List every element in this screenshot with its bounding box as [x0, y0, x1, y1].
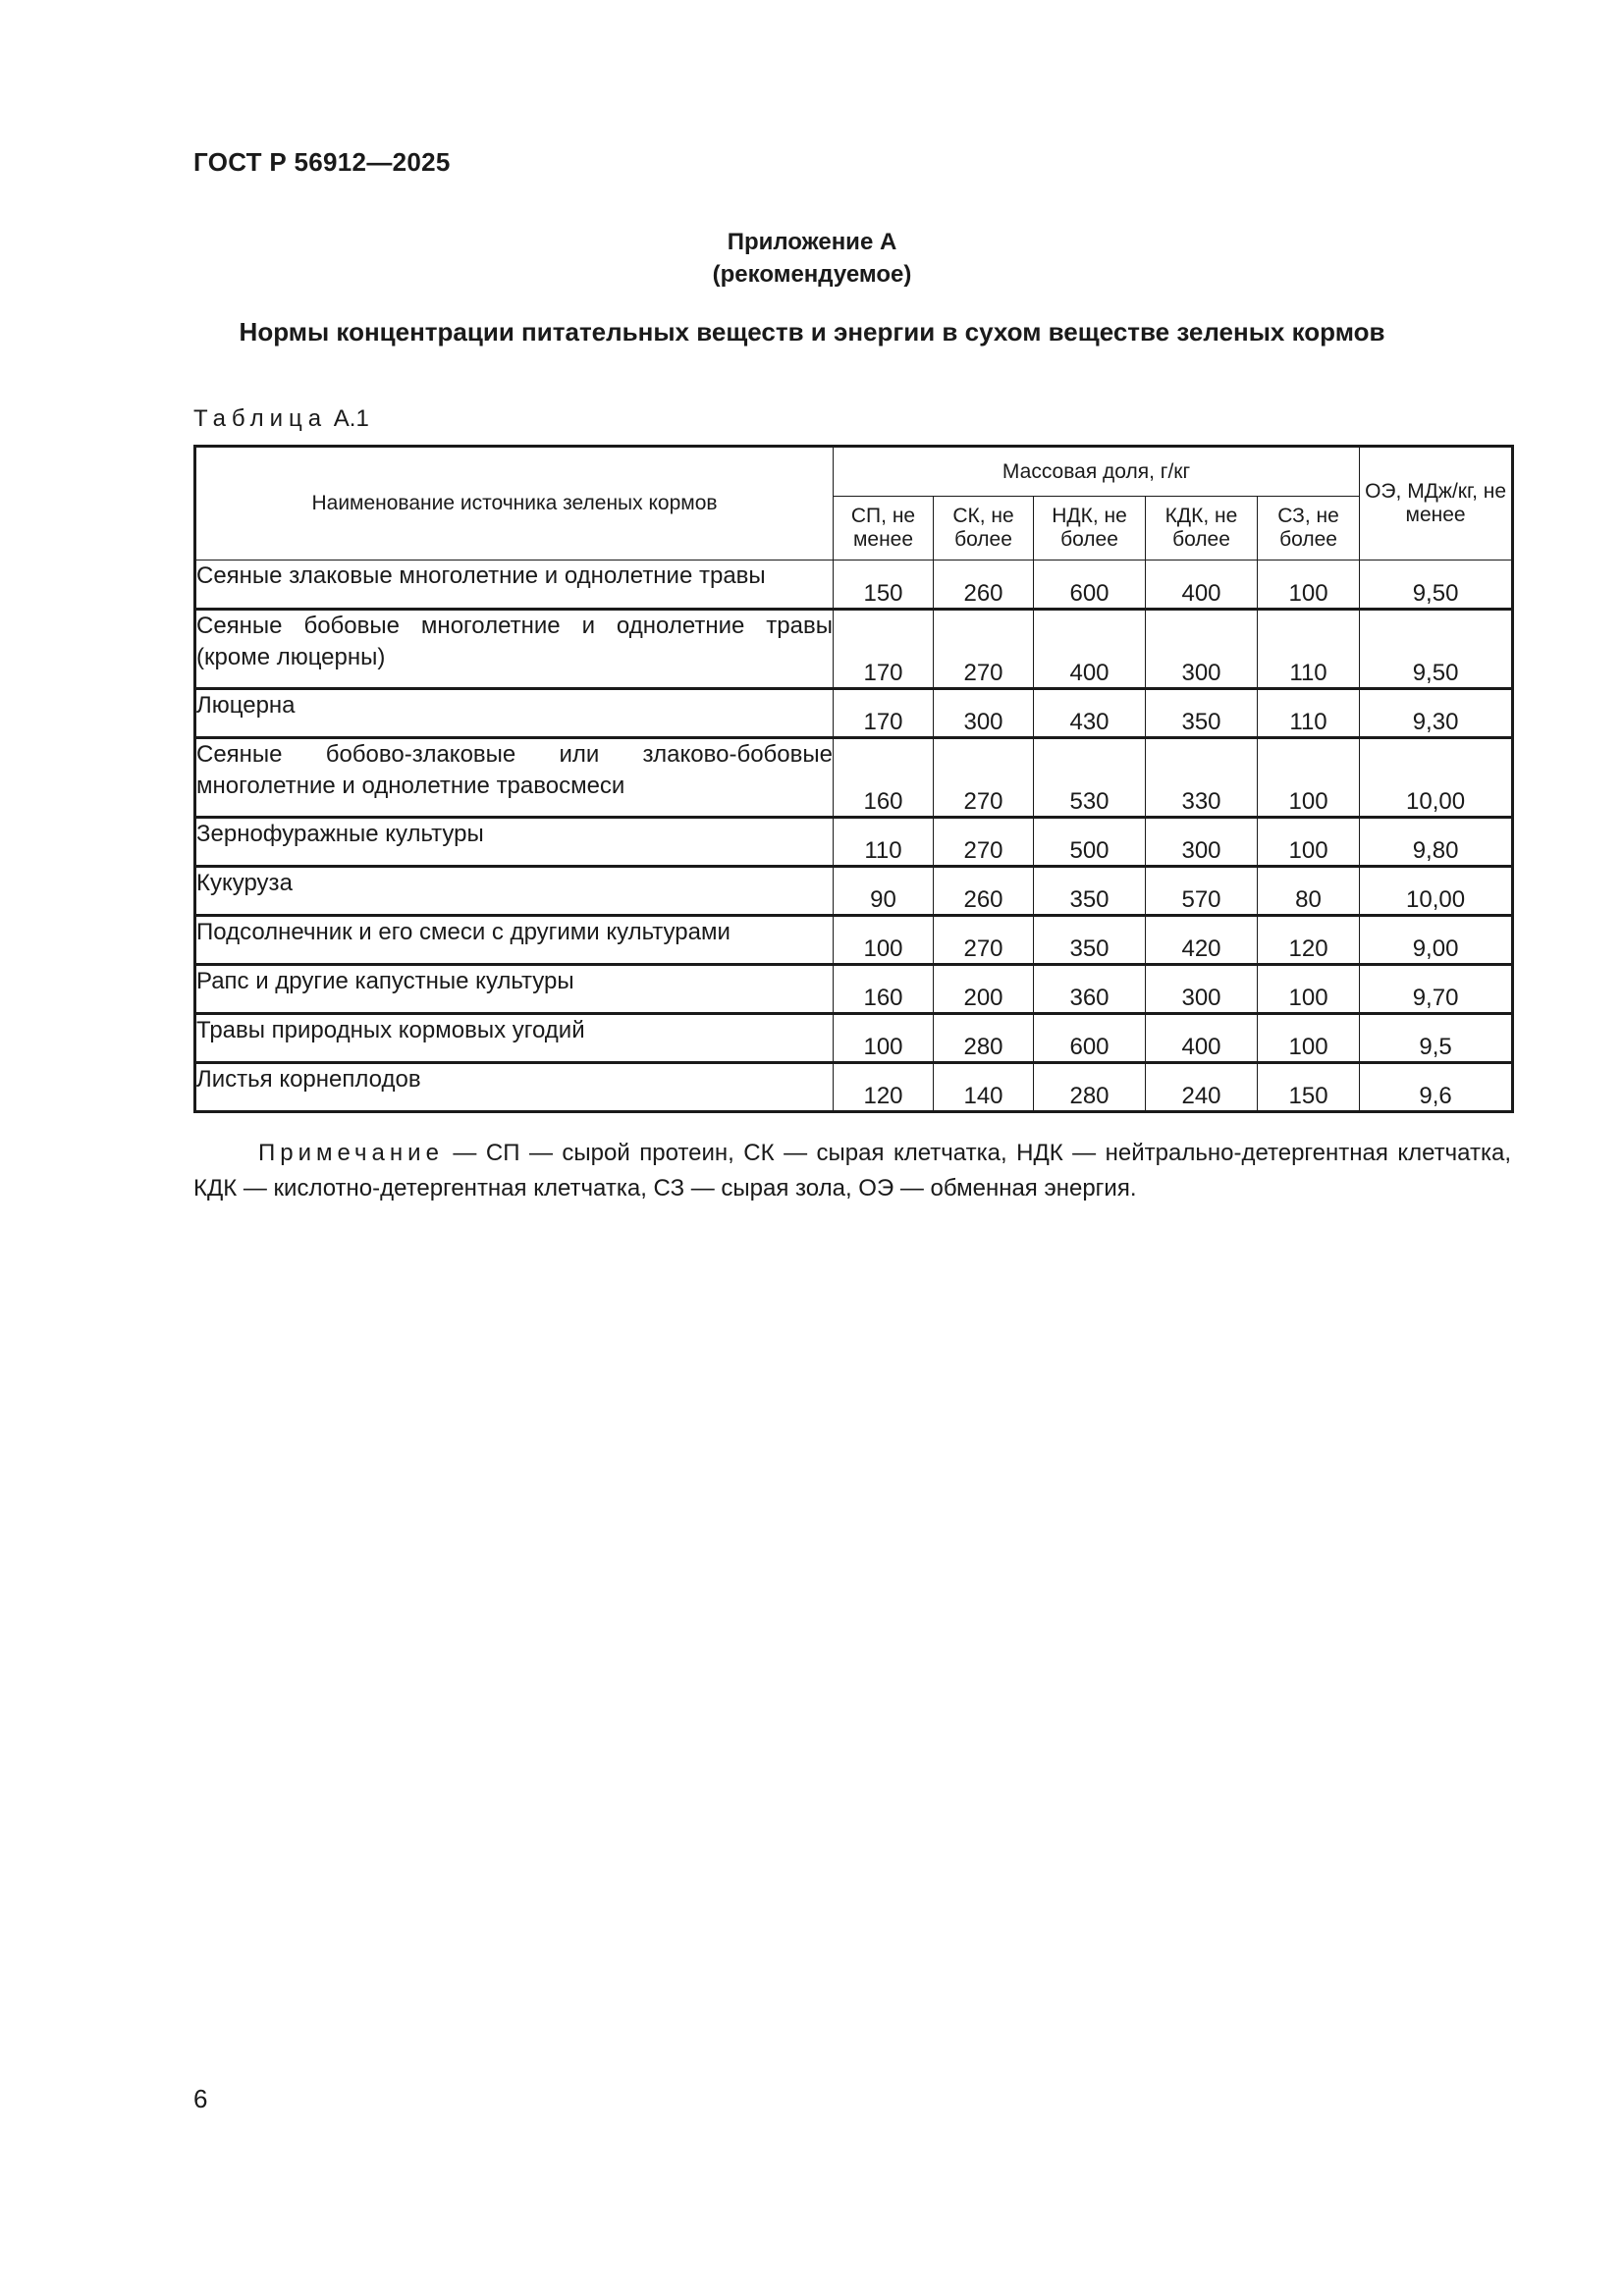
appendix-title: Приложение А [727, 229, 897, 255]
cell-ndk: 530 [1034, 738, 1146, 818]
cell-kdk: 420 [1146, 916, 1258, 965]
cell-oe: 9,50 [1360, 610, 1513, 689]
cell-kdk: 240 [1146, 1063, 1258, 1112]
table-row [195, 965, 1513, 1014]
cell-kdk: 350 [1146, 689, 1258, 738]
row-source-name: Рапс и другие капустные культуры [195, 965, 834, 1014]
cell-sz: 110 [1258, 610, 1360, 689]
cell-ndk: 430 [1034, 689, 1146, 738]
cell-ndk: 500 [1034, 818, 1146, 867]
cell-sp: 160 [834, 965, 934, 1014]
header-sp: СП, не менее [834, 497, 934, 561]
header-mass-fraction: Массовая доля, г/кг [834, 447, 1360, 497]
cell-ndk: 600 [1034, 1014, 1146, 1063]
table-row [195, 738, 1513, 818]
cell-sz: 110 [1258, 689, 1360, 738]
page-number: 6 [193, 2084, 208, 2113]
table-note [193, 1136, 1511, 1206]
header-sz: СЗ, не более [1258, 497, 1360, 561]
row-source-name: Листья корнеплодов [195, 1063, 834, 1112]
header-sk: СК, не более [934, 497, 1034, 561]
row-source-name: Кукуруза [195, 867, 834, 916]
header-oe: ОЭ, МДж/кг, не менее [1360, 447, 1513, 561]
table-row [195, 916, 1513, 965]
cell-oe: 9,50 [1360, 561, 1513, 610]
cell-oe: 10,00 [1360, 867, 1513, 916]
cell-sz: 100 [1258, 738, 1360, 818]
cell-sk: 300 [934, 689, 1034, 738]
cell-kdk: 400 [1146, 561, 1258, 610]
cell-sz: 100 [1258, 561, 1360, 610]
cell-oe: 10,00 [1360, 738, 1513, 818]
cell-oe: 9,6 [1360, 1063, 1513, 1112]
cell-oe: 9,00 [1360, 916, 1513, 965]
cell-oe: 9,5 [1360, 1014, 1513, 1063]
cell-ndk: 400 [1034, 610, 1146, 689]
row-source-name: Подсолнечник и его смеси с другими культурами [195, 916, 834, 965]
cell-sk: 270 [934, 818, 1034, 867]
row-source-name: Сеяные злаковые многолетние и однолетние травы [195, 561, 834, 610]
table-row [195, 610, 1513, 689]
table-row [195, 818, 1513, 867]
cell-sk: 270 [934, 610, 1034, 689]
row-source-name: Зернофуражные культуры [195, 818, 834, 867]
cell-kdk: 330 [1146, 738, 1258, 818]
cell-sk: 280 [934, 1014, 1034, 1063]
cell-sk: 260 [934, 867, 1034, 916]
cell-sp: 170 [834, 689, 934, 738]
cell-sp: 160 [834, 738, 934, 818]
cell-sz: 150 [1258, 1063, 1360, 1112]
header-source-name: Наименование источника зеленых кормов [195, 447, 834, 561]
cell-sp: 170 [834, 610, 934, 689]
cell-kdk: 300 [1146, 610, 1258, 689]
table-row [195, 867, 1513, 916]
row-source-name: Травы природных кормовых угодий [195, 1014, 834, 1063]
row-source-name: Сеяные бобово-злаковые или злаково-бобовые многолетние и однолетние травосмеси [195, 738, 834, 818]
cell-sz: 100 [1258, 818, 1360, 867]
cell-kdk: 300 [1146, 818, 1258, 867]
cell-oe: 9,70 [1360, 965, 1513, 1014]
table-caption [193, 405, 369, 433]
cell-sz: 100 [1258, 965, 1360, 1014]
cell-sk: 270 [934, 916, 1034, 965]
cell-ndk: 600 [1034, 561, 1146, 610]
cell-sp: 150 [834, 561, 934, 610]
cell-sp: 100 [834, 1014, 934, 1063]
document-title: Нормы концентрации питательных веществ и энергии в сухом веществе зеленых кормов [239, 317, 1385, 347]
note-text: — СП — сырой протеин, СК — сырая клетчатка, НДК — нейтрально-детергентная клетчатка, КДК — кислотно-детергентная клетчатка, СЗ — сырая зола, ОЭ — обменная энергия. [193, 1140, 1511, 1201]
cell-oe: 9,30 [1360, 689, 1513, 738]
table-caption-word: Таблица [193, 405, 328, 432]
cell-oe: 9,80 [1360, 818, 1513, 867]
table-row [195, 689, 1513, 738]
cell-ndk: 280 [1034, 1063, 1146, 1112]
cell-sp: 90 [834, 867, 934, 916]
table-row [195, 1014, 1513, 1063]
header-ndk: НДК, не более [1034, 497, 1146, 561]
row-source-name: Сеяные бобовые многолетние и однолетние травы (кроме люцерны) [195, 610, 834, 689]
cell-sk: 270 [934, 738, 1034, 818]
table-caption-number: А.1 [333, 405, 369, 432]
row-source-name: Люцерна [195, 689, 834, 738]
cell-kdk: 400 [1146, 1014, 1258, 1063]
cell-sk: 200 [934, 965, 1034, 1014]
cell-sk: 140 [934, 1063, 1034, 1112]
table-row [195, 561, 1513, 610]
cell-ndk: 350 [1034, 867, 1146, 916]
cell-sp: 120 [834, 1063, 934, 1112]
appendix-status: (рекомендуемое) [712, 261, 912, 288]
cell-ndk: 350 [1034, 916, 1146, 965]
cell-sk: 260 [934, 561, 1034, 610]
cell-sz: 100 [1258, 1014, 1360, 1063]
cell-kdk: 570 [1146, 867, 1258, 916]
note-label: Примечание [258, 1140, 444, 1166]
table-row [195, 1063, 1513, 1112]
cell-sp: 110 [834, 818, 934, 867]
cell-kdk: 300 [1146, 965, 1258, 1014]
nutrient-norms-table [193, 445, 1514, 1113]
appendix-heading [0, 226, 1624, 291]
document-code: ГОСТ Р 56912—2025 [193, 147, 451, 177]
cell-ndk: 360 [1034, 965, 1146, 1014]
header-kdk: КДК, не более [1146, 497, 1258, 561]
cell-sz: 120 [1258, 916, 1360, 965]
cell-sp: 100 [834, 916, 934, 965]
cell-sz: 80 [1258, 867, 1360, 916]
